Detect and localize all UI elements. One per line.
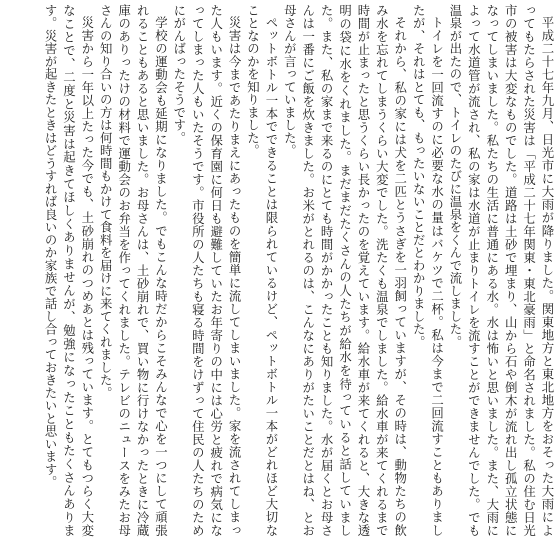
essay-body bbox=[2, 4, 556, 537]
paragraph-7: 災害から一年以上たった今でも、土砂崩れのつめあとは残っています。とてもつらく大変なことで、二度と災害は起きてほしくありませんが、勉強になったこともたくさんあります。災害が起きたときはどうすれば良いのか家族で話し合っておきたいと思います。 bbox=[43, 4, 95, 537]
paragraph-2: トイレを一回流すのに必要な水の量はバケツで二杯。私は今まで二回流すこともありましたが、それはとても、もったいないことだとわかりました。 bbox=[411, 4, 445, 537]
paragraph-4: ペットボトル一本でできることは限られているけど、ペットボトル一本がどれほど大切なことなのかを知りました。 bbox=[245, 4, 279, 537]
paragraph-1: 平成二十七年九月、日光市に大雨が降りました。関東地方と東北地方をおそった大雨によってもたらされた災害は「平成二十七年関東・東北豪雨」と命名されました。私の住む日光市の被害は大変なものでした。道路は土砂で埋まり、山から石や倒木が流れ出し孤立状態になってしまいました。私たちの生活に普通にある水。水は怖いと思いました。また、大雨によって水道管が流され、私の家は水道が止まりトイレを流すことができませんでした。でも温泉が出たので、トイレのたびに温泉をくんで流しました。 bbox=[447, 4, 555, 537]
paragraph-3: それから、私の家には犬を二匹とうさぎを一羽飼っていますが、その時は、動物たちの飲み水を忘れてしまうくらい大変でした。洗たくも温泉でしました。給水車が来てくれるまで時間が止まったと思うくらい長かったのを覚えています。給水車が来てくれると、大きな透明の袋に水をくれました。まだまだたくさんの人たちが給水を待っていると話していました。また、私の家まで来るのにとても時間がかかったことも知りました。水が届くとお母さんは一番にご飯を炊きました。お米がとれるのは、こんなにありがたいことだとはね、とお母さんが言っていました。 bbox=[282, 4, 408, 537]
paragraph-5: 災害は今まであたりまえにあったものを簡単に流してしまいました。家を流されてしまった人もいます。近くの保育園に何日も避難していたお年寄りの中には心労と疲れで病気になってしまった人もいたそうです。市役所の人たちも寝る時間をけずって住民の人たちのためにがんばったそうです。 bbox=[171, 4, 243, 537]
paragraph-6: 学校の運動会も延期になりました。でもこんな時だからこそみんなで心を一つにして頑張れることもあると思いました。お母さんは、土砂崩れで、買い物に行けなかったときに冷蔵庫のありったけの材料で運動会のお弁当を作ってくれました。テレビのニュースをみたお母さんの知り合いの方は何時間もかけて食料を届けに来てくれました。 bbox=[98, 4, 169, 537]
